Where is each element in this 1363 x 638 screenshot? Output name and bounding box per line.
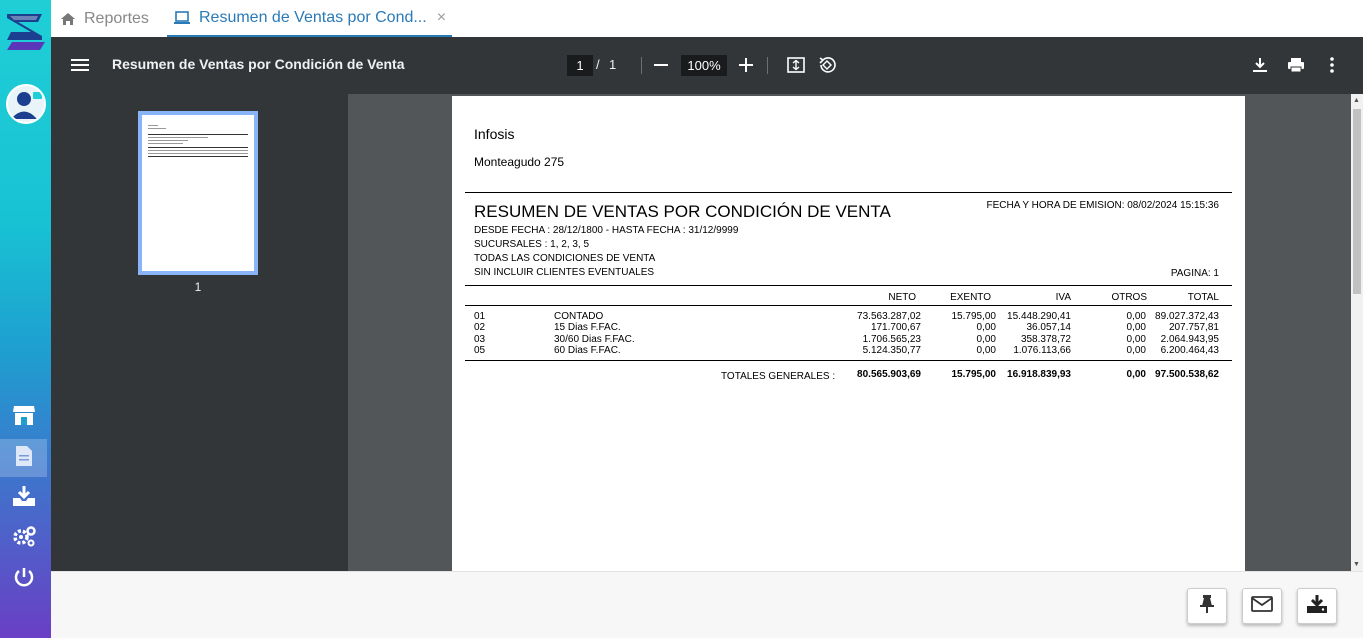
tab-resumen-ventas[interactable] <box>167 0 452 37</box>
envelope-icon <box>1251 596 1273 617</box>
page-total: 1 <box>609 57 617 72</box>
tab-label: Reportes <box>84 9 149 27</box>
column-header-exento: EXENTO <box>950 292 991 303</box>
row-exento: 0,00 <box>976 334 996 345</box>
thumbnail-page-number: 1 <box>194 280 202 294</box>
row-condition: CONTADO <box>554 311 604 322</box>
zoom-in-icon[interactable] <box>734 53 758 77</box>
user-avatar[interactable] <box>6 84 46 124</box>
row-total: 2.064.943,95 <box>1160 334 1219 345</box>
row-otros: 0,00 <box>1126 334 1146 345</box>
total-iva: 16.918.839,93 <box>1007 369 1071 380</box>
inbox-download-icon <box>12 485 36 512</box>
email-button[interactable] <box>1242 588 1282 624</box>
pdf-viewer <box>51 37 1363 571</box>
tab-reportes[interactable] <box>60 0 149 37</box>
row-neto: 1.706.565,23 <box>862 334 921 345</box>
zoom-input[interactable]: 100% <box>681 55 727 76</box>
sidebar-store-button[interactable] <box>0 398 47 436</box>
row-total: 207.757,81 <box>1168 322 1219 333</box>
report-emission-date: FECHA Y HORA DE EMISION: 08/02/2024 15:15:36 <box>986 200 1219 211</box>
scroll-down-icon[interactable]: ▼ <box>1353 561 1360 568</box>
home-icon <box>60 12 76 26</box>
pdf-toolbar <box>51 37 1363 94</box>
row-code: 02 <box>474 322 486 333</box>
thumbnail-panel <box>51 94 348 571</box>
tab-label: Resumen de Ventas por Cond... <box>199 8 427 26</box>
more-options-icon[interactable] <box>1320 53 1344 77</box>
laptop-icon <box>173 11 191 25</box>
column-header-neto: NETO <box>888 292 916 303</box>
print-icon[interactable] <box>1284 53 1308 77</box>
row-iva: 358.378,72 <box>1020 334 1071 345</box>
page-number-input[interactable]: 1 <box>567 55 593 76</box>
pdf-page <box>452 96 1245 571</box>
zoom-out-icon[interactable] <box>649 53 673 77</box>
report-address: Monteagudo 275 <box>474 155 565 169</box>
row-condition: 15 Dias F.FAC. <box>554 322 621 333</box>
pin-icon <box>1199 594 1215 619</box>
row-iva: 15.448.290,41 <box>1007 311 1071 322</box>
row-code: 05 <box>474 345 486 356</box>
row-iva: 36.057,14 <box>1026 322 1071 333</box>
total-exento: 15.795,00 <box>951 369 996 380</box>
report-company: Infosis <box>474 126 515 142</box>
row-exento: 0,00 <box>976 345 996 356</box>
sidebar <box>0 0 51 638</box>
sidebar-download-button[interactable] <box>0 479 47 517</box>
pin-button[interactable] <box>1187 588 1227 624</box>
toolbar-divider <box>767 57 768 74</box>
app-logo[interactable] <box>4 10 48 54</box>
scrollbar-thumb[interactable] <box>1353 109 1361 294</box>
scroll-up-icon[interactable]: ▲ <box>1353 97 1360 104</box>
row-total: 6.200.464,43 <box>1160 345 1219 356</box>
pdf-title: Resumen de Ventas por Condición de Venta <box>112 56 405 72</box>
document-area <box>348 94 1363 571</box>
row-code: 03 <box>474 334 486 345</box>
row-neto: 5.124.350,77 <box>862 345 921 356</box>
fit-page-icon[interactable] <box>784 53 808 77</box>
close-icon[interactable]: × <box>436 8 447 26</box>
row-total: 89.027.372,43 <box>1155 311 1219 322</box>
column-header-otros: OTROS <box>1111 292 1147 303</box>
vertical-scrollbar[interactable] <box>1351 94 1363 571</box>
row-otros: 0,00 <box>1126 311 1146 322</box>
report-date-range: DESDE FECHA : 28/12/1800 - HASTA FECHA : 31/12/9999 <box>474 225 739 236</box>
column-header-total: TOTAL <box>1187 292 1219 303</box>
report-title: RESUMEN DE VENTAS POR CONDICIÓN DE VENTA <box>474 202 891 221</box>
row-condition: 30/60 Dias F.FAC. <box>554 334 635 345</box>
totals-label: TOTALES GENERALES : <box>721 371 836 382</box>
row-neto: 171.700,67 <box>870 322 921 333</box>
footer-bar <box>51 571 1363 638</box>
row-exento: 0,00 <box>976 322 996 333</box>
row-condition: 60 Dias F.FAC. <box>554 345 621 356</box>
row-otros: 0,00 <box>1126 345 1146 356</box>
rotate-icon[interactable] <box>815 53 839 77</box>
document-icon <box>15 445 33 472</box>
gears-icon <box>12 525 36 552</box>
total-neto: 80.565.903,69 <box>857 369 921 380</box>
row-iva: 1.076.113,66 <box>1013 345 1071 356</box>
store-icon <box>12 404 36 431</box>
report-rule <box>465 305 1232 306</box>
page-thumbnail[interactable] <box>138 111 258 275</box>
page-separator: / <box>596 57 600 72</box>
row-neto: 73.563.287,02 <box>857 311 921 322</box>
report-page-number: PAGINA: 1 <box>1170 268 1219 279</box>
total-otros: 0,00 <box>1126 369 1146 380</box>
report-branches: SUCURSALES : 1, 2, 3, 5 <box>474 239 590 250</box>
report-rule <box>465 192 1232 193</box>
report-rule <box>465 285 1232 286</box>
sidebar-settings-button[interactable] <box>0 519 47 557</box>
download-tray-icon <box>1306 594 1328 619</box>
report-rule <box>465 360 1232 361</box>
column-header-iva: IVA <box>1055 292 1071 303</box>
total-total: 97.500.538,62 <box>1155 369 1219 380</box>
row-otros: 0,00 <box>1126 322 1146 333</box>
row-code: 01 <box>474 311 486 322</box>
sidebar-logout-button[interactable] <box>0 560 47 598</box>
tab-bar <box>51 0 1363 37</box>
report-conditions: TODAS LAS CONDICIONES DE VENTA <box>474 253 656 264</box>
power-icon <box>13 566 35 593</box>
sidebar-reports-button[interactable] <box>0 439 47 477</box>
row-exento: 15.795,00 <box>951 311 996 322</box>
download-button[interactable] <box>1297 588 1337 624</box>
toolbar-divider <box>641 57 642 74</box>
menu-icon[interactable] <box>68 53 92 77</box>
download-icon[interactable] <box>1248 53 1272 77</box>
report-clients: SIN INCLUIR CLIENTES EVENTUALES <box>474 267 655 278</box>
